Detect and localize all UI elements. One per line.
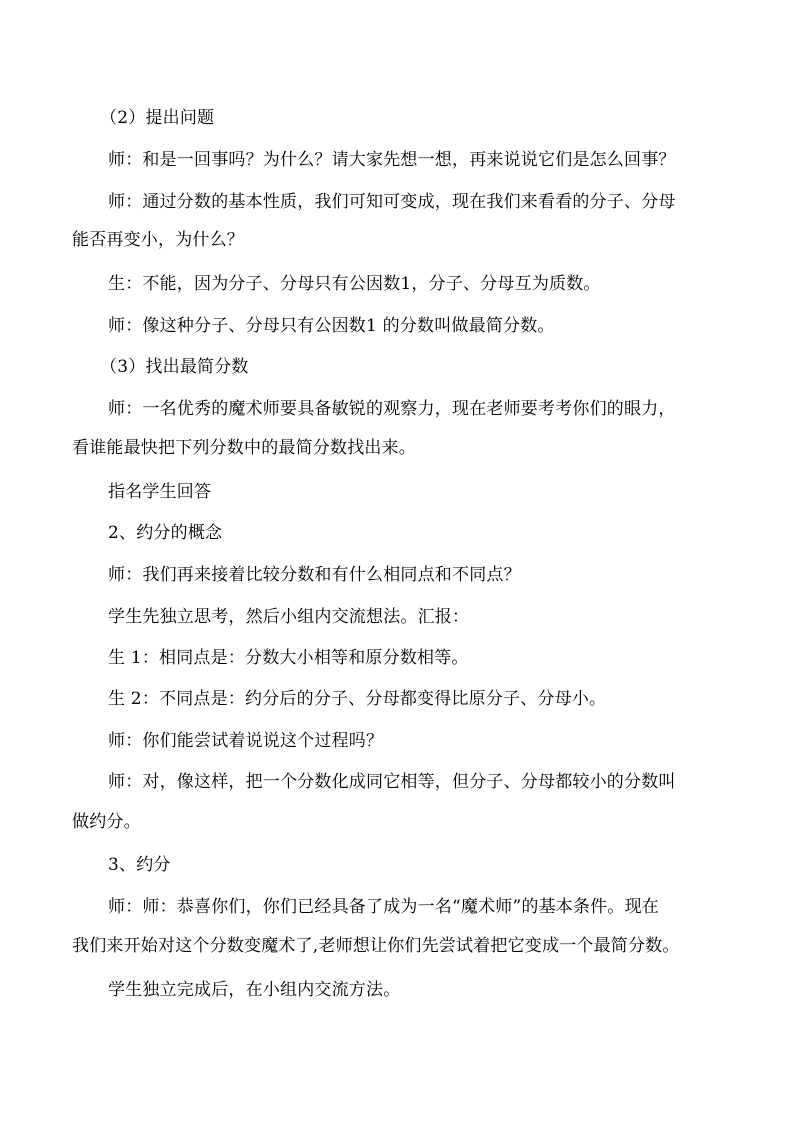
paragraph-line: 学生独立完成后，在小组内交流方法。 — [108, 980, 401, 1000]
paragraph-line: 生 1：相同点是：分数大小相等和原分数相等。 — [108, 648, 469, 668]
paragraph-line: 指名学生回答 — [108, 482, 212, 502]
paragraph-line: 生 2：不同点是：约分后的分子、分母都变得比原分子、分母小。 — [108, 689, 607, 709]
paragraph-line: 师：和是一回事吗？为什么？请大家先想一想，再来说说它们是怎么回事？ — [108, 150, 676, 170]
paragraph-line: 我们来开始对这个分数变魔术了,老师想让你们先尝试着把它变成一个最简分数。 — [72, 936, 680, 956]
paragraph-line: 做约分。 — [72, 812, 141, 832]
section-heading-find-simplest: （3）找出最简分数 — [100, 357, 249, 377]
paragraph-line: 师：对，像这样，把一个分数化成同它相等，但分子、分母都较小的分数叫 — [108, 772, 676, 792]
section-heading-raise-question: （2）提出问题 — [100, 108, 215, 128]
paragraph-line: 师：师：恭喜你们，你们已经具备了成为一名“魔术师”的基本条件。现在 — [108, 897, 659, 917]
paragraph-line: 师：我们再来接着比较分数和有什么相同点和不同点？ — [108, 565, 521, 585]
section-heading-reduction-concept: 2、约分的概念 — [108, 523, 223, 543]
paragraph-line: 看谁能最快把下列分数中的最简分数找出来。 — [72, 438, 416, 458]
paragraph-line: 师：一名优秀的魔术师要具备敏锐的观察力，现在老师要考考你们的眼力， — [108, 399, 676, 419]
paragraph-line: 生：不能，因为分子、分母只有公因数1，分子、分母互为质数。 — [108, 274, 601, 294]
section-heading-reduction: 3、约分 — [108, 855, 171, 875]
paragraph-line: 学生先独立思考，然后小组内交流想法。汇报： — [108, 607, 470, 627]
paragraph-line: 师：像这种分子、分母只有公因数1 的分数叫做最简分数。 — [108, 316, 555, 336]
paragraph-line: 能否再变小，为什么？ — [72, 230, 244, 250]
paragraph-line: 师：你们能尝试着说说这个过程吗？ — [108, 731, 384, 751]
paragraph-line: 师：通过分数的基本性质，我们可知可变成，现在我们来看看的分子、分母 — [108, 192, 676, 212]
